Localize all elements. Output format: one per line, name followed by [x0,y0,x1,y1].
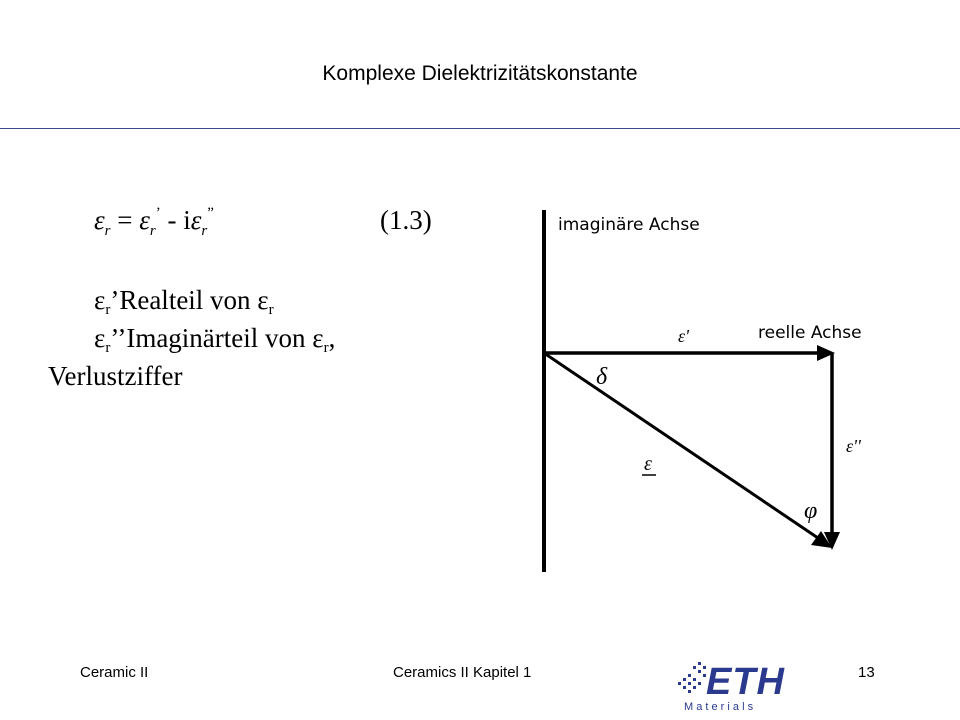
delta-angle-label: δ [596,364,608,390]
resulting-vector [544,353,818,538]
real-axis-label: reelle Achse [758,323,862,343]
def-text: ’Realteil von ε [110,285,269,315]
eq-sub-r: r [104,223,111,239]
phi-angle-label: φ [804,498,818,524]
definition-real-part [94,285,274,319]
eth-materials-logo [670,652,820,714]
equation-1-3 [94,205,454,245]
eps-vector-label: ε [644,453,652,475]
logo-eth-text: ETH [706,661,785,703]
complex-permittivity-diagram [520,200,880,580]
eq-sub-r: r [149,223,156,239]
logo-dot-pattern [678,662,706,693]
equation-number: (1.3) [380,205,432,235]
slide-title: Komplexe Dielektrizitätskonstante [322,62,638,85]
def-sub: r [323,340,329,356]
footer-page-number: 13 [858,664,875,681]
def-sub: r [105,302,111,318]
eq-prime: ’ [155,205,161,221]
definition-loss-factor: Verlustziffer [48,361,183,391]
eq-epsilon-r-prime: ε [139,205,150,235]
eps-real-label: ε' [678,326,689,346]
def-text: ’’Imaginärteil von ε [110,323,324,353]
eps-imag-label: ε'' [846,436,861,456]
eq-double-prime: ” [207,205,214,221]
footer-course: Ceramic II [80,664,149,681]
definition-imag-part [94,323,335,357]
eq-epsilon-r: ε [94,205,105,235]
def-epsilon: ε [94,285,106,315]
def-sub: r [105,340,111,356]
eq-equals: = [110,205,140,235]
title-divider [0,128,960,129]
footer-chapter: Ceramics II Kapitel 1 [393,664,532,681]
eq-minus-i: - i [160,205,191,235]
def-sub: r [268,302,274,318]
imaginary-axis-label: imaginäre Achse [558,215,700,235]
eq-sub-r: r [201,223,208,239]
logo-materials-text: M a t e r i a l s [684,701,754,713]
def-comma: , [328,323,336,353]
eq-epsilon-r-double-prime: ε [190,205,202,235]
def-epsilon: ε [94,323,106,353]
